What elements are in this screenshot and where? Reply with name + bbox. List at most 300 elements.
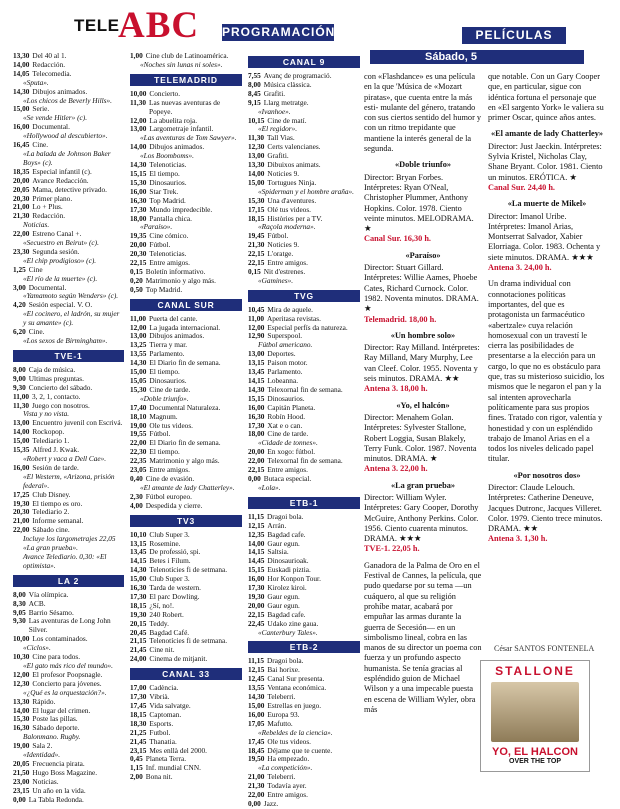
listing-time: 19,30: [130, 609, 147, 619]
listing-row: [130, 61, 242, 70]
listing-show: Especial perfís da natureza.: [267, 322, 348, 332]
listing-show: Cine: [28, 264, 43, 274]
listing-show: Gaur egun.: [267, 591, 300, 601]
film-title: «Paraíso»: [405, 250, 441, 260]
film-net: Antena 3. 24,00 h.: [488, 263, 552, 273]
listing-row: [130, 602, 242, 611]
listing-show: «Raçola moderna».: [258, 222, 316, 232]
listing-time: 0,50: [130, 284, 143, 294]
listing-show: Dinosaurios.: [149, 376, 187, 385]
listing-time: 16,00: [13, 462, 30, 472]
listing-time: 13,00: [130, 331, 147, 341]
listing-time: 10,10: [130, 529, 147, 539]
listing-time: 15,30: [130, 177, 147, 187]
listing-time: 12,30: [13, 678, 30, 688]
listing-time: 17,40: [130, 402, 147, 412]
listing-show: Cine de tarde.: [149, 384, 191, 394]
column-3: [248, 52, 360, 808]
listing-time: 10,30: [13, 652, 30, 662]
listing-show: Captoman.: [149, 709, 182, 719]
listing-time: 14,00: [248, 538, 265, 548]
listing-row: [248, 540, 360, 549]
channel-header-canal9: CANAL 9: [248, 56, 360, 68]
listing-time: 13,00: [248, 151, 265, 161]
listing-time: 23,05: [130, 465, 147, 475]
listing-time: 21,45: [130, 645, 147, 655]
listing-show: Juego con nosotros.: [32, 400, 90, 410]
listing-show: Vía olímpica.: [28, 589, 69, 599]
listing-time: 13,30: [13, 51, 30, 60]
listing-row: [13, 150, 124, 168]
listing-row: [248, 277, 360, 286]
listing-time: 15,15: [248, 565, 265, 575]
listing-show: «El regidor».: [258, 124, 298, 134]
listing-show: Esports.: [149, 718, 174, 728]
listing-show: Encuentro juvenil con Escrivá.: [32, 418, 123, 428]
listing-show: Tarda de western.: [149, 583, 201, 593]
listing-show: «Lola».: [258, 482, 281, 492]
listing-time: 11,15: [248, 511, 265, 521]
peliculas-banner: PELÍCULAS: [462, 27, 566, 44]
listing-time: 13,55: [248, 683, 265, 693]
listing-show: El parc Dowling.: [149, 591, 200, 601]
listing-show: El tiempo.: [149, 447, 180, 457]
listing-time: 12,00: [248, 322, 265, 332]
listing-time: 20,00: [13, 175, 30, 185]
listing-show: Caja de música.: [28, 364, 76, 374]
listing-time: 15,00: [130, 367, 147, 377]
listing-show: «Spiderman y el hombre araña».: [258, 186, 354, 196]
listing-show: «Ciclos».: [23, 643, 51, 653]
listing-time: 11,30: [130, 97, 147, 107]
film-intro: con «Flashdance» es una película en la que 'Música de «Mozart piratas», que cuenta entre la más esti- mulante del género, tratando con sus ciertos sentido del humor y con un ritmo trepidante que mantiene la interés general de la segunda.: [364, 72, 482, 154]
listing-time: 1,25: [13, 264, 26, 274]
listing-show: Tierra y mar.: [149, 340, 188, 350]
channel-header-tve1: TVE-1: [13, 350, 124, 362]
listing-show: Avanç de programació.: [263, 71, 332, 80]
listing-time: 13,45: [248, 367, 265, 377]
listing-row: [130, 684, 242, 693]
listing-time: 19,30: [13, 498, 30, 508]
listing-time: 21,25: [130, 727, 147, 737]
listing-time: 22,30: [130, 447, 147, 457]
listing-time: 15,00: [13, 436, 30, 446]
listing-show: Mama, detective privado.: [32, 184, 107, 194]
film-title: «Un hombre solo»: [390, 330, 456, 340]
listing-time: 14,45: [248, 556, 265, 566]
listing-show: Dinosaurioak.: [267, 556, 309, 566]
film-entry: [488, 279, 606, 464]
listing-time: 16,00: [248, 574, 265, 584]
listing-time: 14,00: [13, 427, 30, 437]
listing-time: 20,45: [130, 627, 147, 637]
listing-time: 15,05: [130, 376, 147, 385]
film-body: Director: Imanol Uribe. Intérpretes: Imanol Arias, Montserrat Salvador, Xabier Elorriaga. Color. 1983. Ochenta y siete minutos. DRAMA. ★★★: [488, 211, 601, 262]
listing-row: [130, 531, 242, 540]
listing-show: Telenoticias.: [149, 160, 187, 170]
listing-row: [248, 324, 360, 333]
listing-show: Butaca especial.: [263, 473, 312, 483]
listing-show: Del 40 al 1.: [32, 51, 67, 60]
listing-show: Cine nit.: [149, 645, 175, 655]
listing-show: La abuelita roja.: [149, 115, 198, 125]
listing-show: Dibujos animados.: [32, 86, 88, 96]
listing-row: [13, 733, 124, 742]
listing-row: [248, 764, 360, 773]
listing-time: 19,50: [248, 754, 265, 764]
listing-show: Una d'aventures.: [267, 195, 317, 205]
listing-show: Matrimonio y algo más.: [149, 456, 220, 466]
film-entry: [488, 72, 606, 123]
channel-header-etb1: ETB-1: [248, 497, 360, 509]
listing-show: Superspool.: [267, 331, 303, 341]
listing-show: Robín Hood.: [267, 411, 306, 421]
listing-show: «Gamines».: [258, 275, 294, 285]
listing-show: «Las aventuras de Tom Sawyer».: [140, 133, 237, 143]
listing-show: Estrellas en juego.: [267, 701, 322, 710]
listing-show: Despedida y cierre.: [145, 500, 203, 510]
listing-time: 14,30: [130, 358, 147, 368]
listing-show: «Cidade de tonnes».: [258, 438, 318, 448]
listing-row: [248, 125, 360, 134]
listing-show: Matrimonio y algo más.: [145, 275, 216, 285]
film-entry: [364, 72, 482, 154]
listing-time: 0,00: [248, 473, 261, 483]
listing-time: 20,30: [13, 193, 30, 203]
listing-show: Teleberri.: [267, 772, 296, 782]
listing-row: [13, 97, 124, 106]
listing-row: [130, 404, 242, 413]
listing-show: Las aventuras de Long John Silver.: [28, 616, 111, 635]
listing-row: [13, 195, 124, 204]
listing-time: 22,00: [248, 456, 265, 466]
listing-time: 16,00: [130, 186, 147, 196]
listing-time: 24,00: [130, 654, 147, 664]
listing-time: 16,30: [130, 195, 147, 205]
listing-time: 0,00: [13, 794, 26, 804]
listing-show: Entre amigos.: [267, 790, 308, 800]
film-title: «Por nosotros dos»: [513, 470, 581, 480]
film-entry: [364, 331, 482, 395]
film-body: Director: Just Jaeckin. Intérpretes: Sylvia Kristel, Nicholas Clay, Shane Bryant. Color. 1981. Ciento un minutos. ERÓTICA. ★: [488, 141, 603, 182]
listing-time: 17,45: [248, 736, 265, 746]
listing-show: Dinosaurios.: [149, 177, 187, 187]
listing-time: 9,15: [248, 97, 261, 107]
listing-time: 22,00: [130, 438, 147, 448]
listing-show: Dibujos animados.: [149, 331, 205, 341]
listing-time: 22,15: [130, 258, 147, 268]
film-entry: [488, 129, 606, 193]
listing-time: 14,30: [248, 692, 265, 702]
listing-show: Telenotícies fi de setmana.: [149, 636, 228, 646]
film-body: Director: Menahem Golan. Intérpretes: Sylvester Stallone, Robert Loggia, Susan Blakely, Terry Funk. Color. 1987. Noventa minutos. DRAMA. ★: [364, 412, 477, 464]
listing-show: Paison motor.: [267, 358, 308, 368]
listing-show: Parlamento.: [149, 349, 185, 359]
listing-show: Todavía ayer.: [267, 781, 307, 791]
listing-row: [13, 419, 124, 428]
listing-row: [130, 286, 242, 295]
listing-show: «Canterbury Tales».: [258, 627, 318, 637]
listing-show: «La balada de Johnson Baker Boys» (c).: [23, 148, 111, 167]
listing-time: 15,30: [13, 714, 30, 724]
listing-row: [248, 711, 360, 720]
listing-show: Estreno Canal +.: [32, 229, 82, 239]
listing-show: Largometraje infantil.: [149, 124, 214, 134]
listing-show: Documental.: [28, 282, 67, 292]
listing-time: 21,00: [13, 516, 30, 526]
listing-row: [13, 553, 124, 571]
listing-time: 21,45: [130, 736, 147, 746]
listing-time: 15,15: [248, 393, 265, 403]
listing-show: Concierto del sábado.: [28, 382, 93, 392]
film-net: Antena 3. 22,00 h.: [364, 464, 428, 474]
column-2: [130, 51, 242, 782]
listing-show: Rápido.: [32, 696, 56, 706]
listing-show: 3, 2, 1, contacto.: [32, 391, 81, 401]
listing-show: «Hollywood al descubierto».: [23, 131, 108, 141]
listing-row: [13, 617, 124, 635]
listing-show: Especial infantil (c).: [32, 166, 92, 176]
listing-time: 8,00: [13, 364, 26, 374]
listing-show: Informe semanal.: [32, 516, 84, 526]
listing-row: [130, 341, 242, 350]
film-title: «Yo, el halcón»: [396, 400, 450, 410]
listing-time: 15,00: [248, 177, 265, 187]
listing-show: Telediario 1.: [32, 436, 70, 446]
listing-show: Club Super 3.: [149, 529, 190, 539]
listing-show: Ole tus videos.: [267, 736, 311, 746]
list-canal-plus: [13, 52, 124, 346]
listing-time: 17,30: [130, 204, 147, 214]
film-title: «Doble triunfo»: [394, 160, 451, 170]
listing-time: 13,30: [13, 696, 30, 706]
listing-show: ¿Sí, no!.: [149, 600, 174, 610]
listing-time: 12,30: [248, 142, 265, 152]
poster-image: [491, 682, 579, 742]
listing-show: Un año en la vida.: [32, 785, 86, 795]
listing-time: 16,00: [248, 402, 265, 412]
listing-show: Cinema de mitjanit.: [149, 654, 208, 664]
listing-time: 0,15: [248, 266, 261, 276]
channel-header-canal33: CANAL 33: [130, 668, 242, 680]
listing-row: [248, 359, 360, 368]
channel-header-canal-sur: CANAL SUR: [130, 299, 242, 311]
listing-show: Saltsia.: [267, 547, 289, 557]
listing-time: 17,00: [130, 683, 147, 693]
listing-time: 9,05: [13, 607, 26, 617]
listing-show: Las nuevas aventuras de Popeye.: [149, 97, 221, 116]
listing-show: «Sputa».: [23, 77, 49, 87]
listing-show: Pantalla chica.: [149, 213, 192, 223]
listing-time: 10,15: [248, 115, 265, 125]
listing-time: 20,30: [130, 249, 147, 259]
listing-show: La Tabla Redonda.: [28, 794, 84, 804]
listing-show: Betes i Filum.: [149, 556, 191, 566]
listing-show: Ultimas preguntas.: [28, 373, 84, 383]
listing-show: «El río de la muerte» (c).: [23, 273, 98, 283]
listing-time: 17,30: [130, 591, 147, 601]
listing-time: 19,30: [248, 591, 265, 601]
listing-show: Puerta del cante.: [149, 313, 198, 323]
listing-row: [130, 773, 242, 782]
listing-row: [130, 702, 242, 711]
listing-time: 14,00: [248, 168, 265, 178]
listing-show: Rosemine.: [149, 538, 181, 548]
listing-time: 13,00: [13, 418, 30, 428]
listing-show: ACB.: [28, 598, 46, 608]
listing-time: 20,00: [248, 600, 265, 610]
film-entry: [364, 561, 482, 715]
listing-time: 10,45: [248, 304, 265, 314]
listing-show: Telexornal fin de semana.: [267, 384, 343, 394]
listing-time: 18,00: [248, 429, 265, 439]
film-title: «El amante de lady Chatterley»: [491, 129, 603, 139]
listing-row: [130, 729, 242, 738]
listing-show: El lugar del crimen.: [32, 705, 91, 715]
listing-show: Club Super 3.: [149, 574, 190, 584]
listing-time: 12,15: [248, 665, 265, 675]
listing-time: 14,30: [248, 384, 265, 394]
listing-time: 18,00: [130, 213, 147, 223]
listing-show: Hugo Boss Magazine.: [32, 767, 98, 777]
list-tvg: [248, 306, 360, 493]
listing-show: Nit d'estrenes.: [263, 266, 306, 276]
listing-show: Los contaminados.: [32, 634, 88, 644]
film-net: Antena 3. 1,30 h.: [488, 534, 548, 544]
listing-show: La jugada internacional.: [149, 322, 221, 332]
listing-show: Kirolez kiroi.: [267, 583, 307, 593]
film-entry: [488, 471, 606, 545]
film-net: Telemadrid. 18,00 h.: [364, 314, 437, 324]
listing-time: 15,00: [13, 104, 30, 114]
listing-show: Ha empezado.: [267, 754, 310, 764]
listing-show: Lobeanna.: [267, 376, 299, 385]
listing-show: «Ivanhoe».: [258, 106, 291, 116]
listing-row: [130, 188, 242, 197]
listing-show: «Los Boomboms».: [140, 151, 194, 161]
listing-show: Redacción.: [32, 59, 66, 69]
listing-time: 13,45: [130, 547, 147, 557]
listing-show: Alfred J. Kwak.: [32, 445, 80, 455]
listing-show: Olé tus videos.: [267, 204, 311, 214]
film-intro: Ganadora de la Palma de Oro en el Festival de Cannes, la película, que pudo quedarse por su tema —un cuáquero, al que su religión prohíbe matar, acabará por empuñar las armas durante la guerra de Secesión— en un simbolismo lineal, cobra en las manos de su director un poema con fuerza y un profundo aspecto humanista. Se tenía gracias al espléndido guion de Michael Wilson y a una impecable puesta en escena de William Wyler, obra más: [364, 560, 482, 714]
listing-show: Euskadi piztia.: [267, 565, 311, 575]
listing-time: 16,30: [248, 411, 265, 421]
listing-time: 17,25: [13, 489, 30, 499]
listing-row: [248, 800, 360, 809]
listing-show: L'oratge.: [267, 249, 294, 259]
listing-show: El tiempo es oro.: [32, 498, 83, 508]
listing-show: Noticies 9.: [267, 240, 300, 250]
listing-time: 16,30: [13, 723, 30, 733]
listing-row: [13, 132, 124, 141]
listing-show: Tortugues Ninja.: [267, 177, 317, 187]
listing-time: 11,30: [248, 133, 265, 143]
listing-row: [130, 422, 242, 431]
listing-time: 21,30: [13, 211, 30, 221]
listing-time: 19,45: [248, 231, 265, 241]
listing-time: 22,15: [248, 465, 265, 475]
day-banner: Sábado, 5: [370, 50, 584, 64]
listing-row: [248, 531, 360, 540]
listing-row: [130, 179, 242, 188]
listing-show: Incluye los largometrajes 22,05 «La gran prueba».: [23, 534, 116, 553]
listing-time: 20,15: [130, 618, 147, 628]
film-entry: [364, 160, 482, 244]
listing-show: Serie.: [32, 104, 50, 114]
listing-show: Cine club de Latinoamérica.: [145, 51, 229, 60]
list-canal-sur: [130, 315, 242, 511]
listing-row: [130, 359, 242, 368]
listing-row: [248, 223, 360, 232]
listing-time: 8,00: [248, 79, 261, 89]
listing-show: Fútbol americano.: [258, 340, 313, 350]
listing-row: [130, 152, 242, 161]
listing-show: Fútbol.: [267, 231, 289, 241]
listing-time: 11,30: [13, 400, 30, 410]
poster-actor: STALLONE: [495, 664, 575, 678]
listing-show: El profesor Poopsnagle.: [32, 669, 103, 679]
listing-time: 14,30: [130, 565, 147, 575]
listing-row: [13, 769, 124, 778]
listing-show: El tiempo.: [149, 168, 180, 178]
listing-time: 23,15: [130, 745, 147, 755]
film-intro: Un drama individual con connotaciones políticas importantes, del que es protagonista un farmacéutico «abertzale» cuya relación homosexual con un travestí le cierra las posibilidades de presentarse a la elección para un cargo, lo que no es obstáculo para que, tras su misterioso suicidio, los mismos que le negaron el pan y la sal intenten aprovecharla políticamente para sus propios fines. Tratado con rigor, valentía y honestidad y con un espléndido trabajo de Imanol Arias en el a todos los niveles delicado papel titular.: [488, 279, 605, 464]
listing-time: 14,00: [130, 142, 147, 152]
listing-row: [248, 593, 360, 602]
listing-time: 11,00: [248, 313, 265, 323]
listing-time: 13,00: [130, 124, 147, 134]
listing-show: Futbol.: [149, 727, 171, 737]
listing-time: 4,20: [13, 300, 26, 310]
listing-time: 21,30: [248, 240, 265, 250]
listing-show: Hor Konpon Tour.: [267, 574, 321, 584]
listing-time: 16,30: [130, 583, 147, 593]
listing-time: 0,45: [130, 754, 143, 764]
listing-time: 17,30: [248, 583, 265, 593]
listing-time: 17,45: [130, 701, 147, 710]
listing-show: Teddy.: [149, 618, 169, 628]
listing-time: 15,30: [130, 384, 147, 394]
movie-poster: [480, 660, 590, 772]
listing-time: 22,00: [248, 790, 265, 800]
channel-header-tv3: TV3: [130, 515, 242, 527]
tele-label: TELE: [74, 16, 120, 35]
listing-time: 22,15: [248, 609, 265, 619]
listing-time: 16,00: [13, 122, 30, 132]
listing-show: Avance Telediario. 0,30: «El optimista».: [23, 551, 107, 570]
listing-time: 21,00: [13, 202, 30, 212]
listing-row: [130, 99, 242, 117]
listing-time: 11,00: [130, 313, 147, 323]
listing-time: 1,15: [130, 763, 143, 773]
listing-time: 21,15: [130, 636, 147, 646]
listing-show: Sábado deporte.: [32, 723, 80, 733]
listing-show: «Se vende Hitler» (c).: [23, 113, 88, 123]
listing-time: 18,15: [248, 213, 265, 223]
listing-show: Entre amigos.: [149, 258, 190, 268]
listing-show: El Diario fin de semana.: [149, 358, 221, 368]
listing-time: 20,05: [13, 758, 30, 768]
listing-show: Ventana económica.: [267, 683, 327, 693]
film-net: Canal Sur. 24,40 h.: [488, 182, 556, 192]
listing-row: [130, 439, 242, 448]
listing-show: Ole tus videos.: [149, 420, 193, 430]
listing-time: 14,30: [130, 160, 147, 170]
listing-show: Mes enllà del 2000.: [149, 745, 207, 755]
listing-show: «Noches sin lunas ni soles».: [140, 59, 223, 69]
listing-show: Lo + Plus.: [32, 202, 63, 212]
